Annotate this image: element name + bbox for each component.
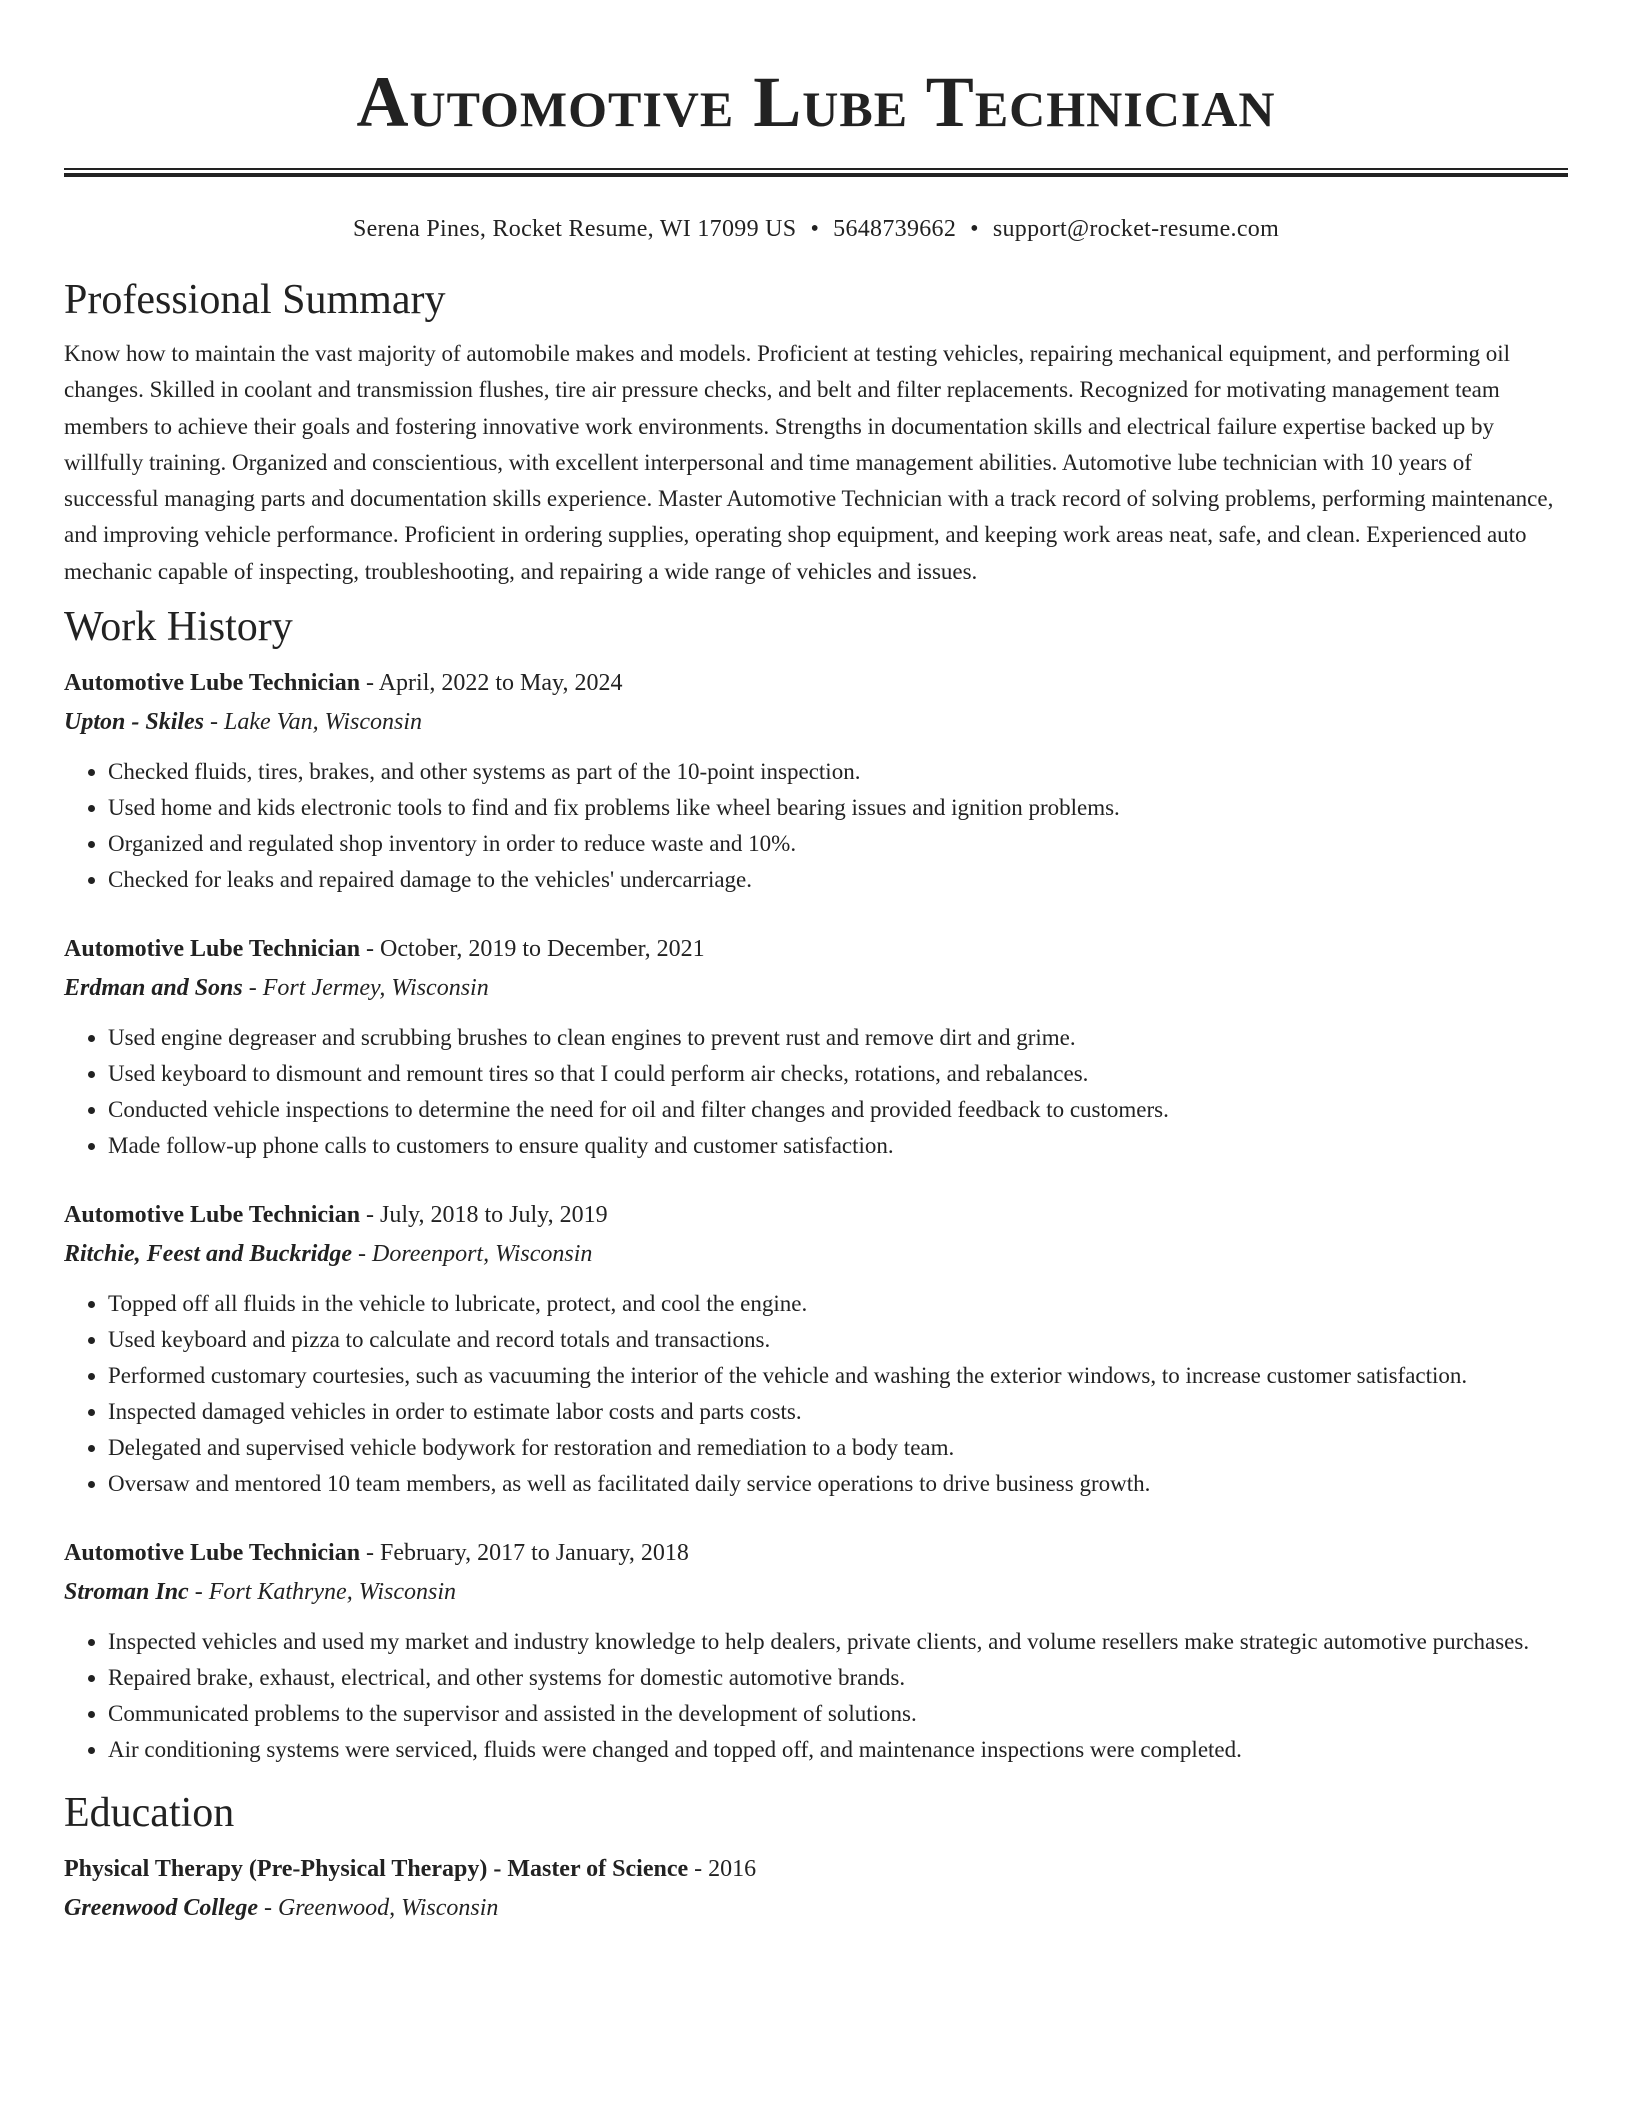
job-company-line: [64, 1572, 1568, 1612]
education-entry: [64, 1850, 1568, 1928]
contact-line: [64, 213, 1568, 245]
degree: Physical Therapy (Pre-Physical Therapy) - Master of Science: [64, 1856, 689, 1883]
job-bullets: [64, 1286, 1568, 1502]
job-bullet: • Organized and regulated shop inventory in order to reduce waste and 10%.: [108, 826, 1568, 862]
degree-line: [64, 1850, 1568, 1888]
job-bullets: [64, 1020, 1568, 1164]
job-company: Erdman and Sons: [64, 975, 243, 1002]
school-name: Greenwood College: [64, 1895, 258, 1922]
job-title: Automotive Lube Technician: [64, 1202, 361, 1229]
job-company-line: [64, 1234, 1568, 1274]
job-dates: - October, 2019 to December, 2021: [360, 936, 705, 963]
job-bullet: • Inspected vehicles and used my market and industry knowledge to help dealers, private clients, and volume resellers make strategic automotive purchases.: [108, 1624, 1568, 1660]
job-entry: [64, 1196, 1568, 1502]
contact-phone: 5648739662: [833, 216, 957, 242]
job-company: Upton - Skiles: [64, 709, 205, 736]
job-bullets: [64, 754, 1568, 898]
contact-separator: •: [810, 216, 820, 242]
job-entry: [64, 930, 1568, 1164]
job-title: Automotive Lube Technician: [64, 670, 361, 697]
job-title-line: [64, 664, 1568, 702]
job-company: Stroman Inc: [64, 1579, 189, 1606]
summary-heading: Professional Summary: [64, 277, 446, 323]
job-bullet: • Delegated and supervised vehicle bodywork for restoration and remediation to a body team.: [108, 1430, 1568, 1466]
job-location: - Lake Van, Wisconsin: [204, 709, 422, 736]
job-bullet: • Inspected damaged vehicles in order to estimate labor costs and parts costs.: [108, 1394, 1568, 1430]
job-bullet: • Used engine degreaser and scrubbing brushes to clean engines to prevent rust and remove dirt and grime.: [108, 1020, 1568, 1056]
degree-year: - 2016: [688, 1856, 757, 1883]
job-bullet: • Used keyboard to dismount and remount tires so that I could perform air checks, rotations, and rebalances.: [108, 1056, 1568, 1092]
job-bullet: • Communicated problems to the supervisor and assisted in the development of solutions.: [108, 1696, 1568, 1732]
job-title-line: [64, 1196, 1568, 1234]
job-title-line: [64, 930, 1568, 968]
job-bullet: • Topped off all fluids in the vehicle to lubricate, protect, and cool the engine.: [108, 1286, 1568, 1322]
summary-text: Know how to maintain the vast majority of automobile makes and models. Proficient at testing vehicles, repairing mechanical equipment, and performing oil changes. Skilled in coolant and transmission flushes, tire air pressure checks, and belt and filter replacements. Recognized for motivating management team members to achieve their goals and fostering innovative work environments. Strengths in documentation skills and electrical failure expertise backed up by willfully training. Organized and conscientious, with excellent interpersonal and time management abilities. Automotive lube technician with 10 years of successful managing parts and documentation skills experience. Master Automotive Technician with a track record of solving problems, performing maintenance, and improving vehicle performance. Proficient in ordering supplies, operating shop equipment, and keeping work areas neat, safe, and clean. Experienced auto mechanic capable of inspecting, troubleshooting, and repairing a wide range of vehicles and issues.: [64, 341, 1554, 584]
job-entry: [64, 1534, 1568, 1768]
job-dates: - April, 2022 to May, 2024: [360, 670, 623, 697]
job-bullets: [64, 1624, 1568, 1768]
resume-page: [64, 0, 1568, 1928]
school-location: - Greenwood, Wisconsin: [257, 1895, 499, 1922]
job-bullet: • Checked fluids, tires, brakes, and other systems as part of the 10-point inspection.: [108, 754, 1568, 790]
job-bullet: • Air conditioning systems were serviced, fluids were changed and topped off, and maintenance inspections were completed.: [108, 1732, 1568, 1768]
job-bullet: • Oversaw and mentored 10 team members, as well as facilitated daily service operations to drive business growth.: [108, 1466, 1568, 1502]
contact-separator: •: [970, 216, 979, 242]
job-company-line: [64, 968, 1568, 1008]
job-bullet: • Conducted vehicle inspections to determine the need for oil and filter changes and provided feedback to customers.: [108, 1092, 1568, 1128]
job-dates: - February, 2017 to January, 2018: [360, 1540, 689, 1567]
job-bullet: • Repaired brake, exhaust, electrical, and other systems for domestic automotive brands.: [108, 1660, 1568, 1696]
job-location: - Fort Jermey, Wisconsin: [242, 975, 489, 1002]
school-line: [64, 1888, 1568, 1928]
contact-email: support@rocket-resume.com: [992, 216, 1280, 242]
work-history-heading: Work History: [64, 604, 293, 651]
education-heading: Education: [64, 1790, 235, 1837]
title-divider: [64, 168, 1568, 177]
job-bullet: • Used keyboard and pizza to calculate and record totals and transactions.: [108, 1322, 1568, 1358]
job-company: Ritchie, Feest and Buckridge: [64, 1241, 352, 1268]
job-title: Automotive Lube Technician: [64, 936, 361, 963]
job-company-line: [64, 702, 1568, 742]
contact-address: Serena Pines, Rocket Resume, WI 17099 US: [352, 216, 797, 242]
job-bullet: • Performed customary courtesies, such as vacuuming the interior of the vehicle and washing the exterior windows, to increase customer satisfaction.: [108, 1358, 1568, 1394]
job-dates: - July, 2018 to July, 2019: [360, 1202, 608, 1229]
job-entry: [64, 664, 1568, 898]
job-title-line: [64, 1534, 1568, 1572]
resume-title: Automotive Lube Technician: [356, 62, 1276, 142]
job-title: Automotive Lube Technician: [64, 1540, 361, 1567]
job-bullet: • Used home and kids electronic tools to find and fix problems like wheel bearing issues and ignition problems.: [108, 790, 1568, 826]
job-location: - Fort Kathryne, Wisconsin: [188, 1579, 457, 1606]
job-bullet: • Checked for leaks and repaired damage to the vehicles' undercarriage.: [108, 862, 1568, 898]
job-location: - Doreenport, Wisconsin: [352, 1241, 593, 1268]
job-bullet: • Made follow-up phone calls to customers to ensure quality and customer satisfaction.: [108, 1128, 1568, 1164]
